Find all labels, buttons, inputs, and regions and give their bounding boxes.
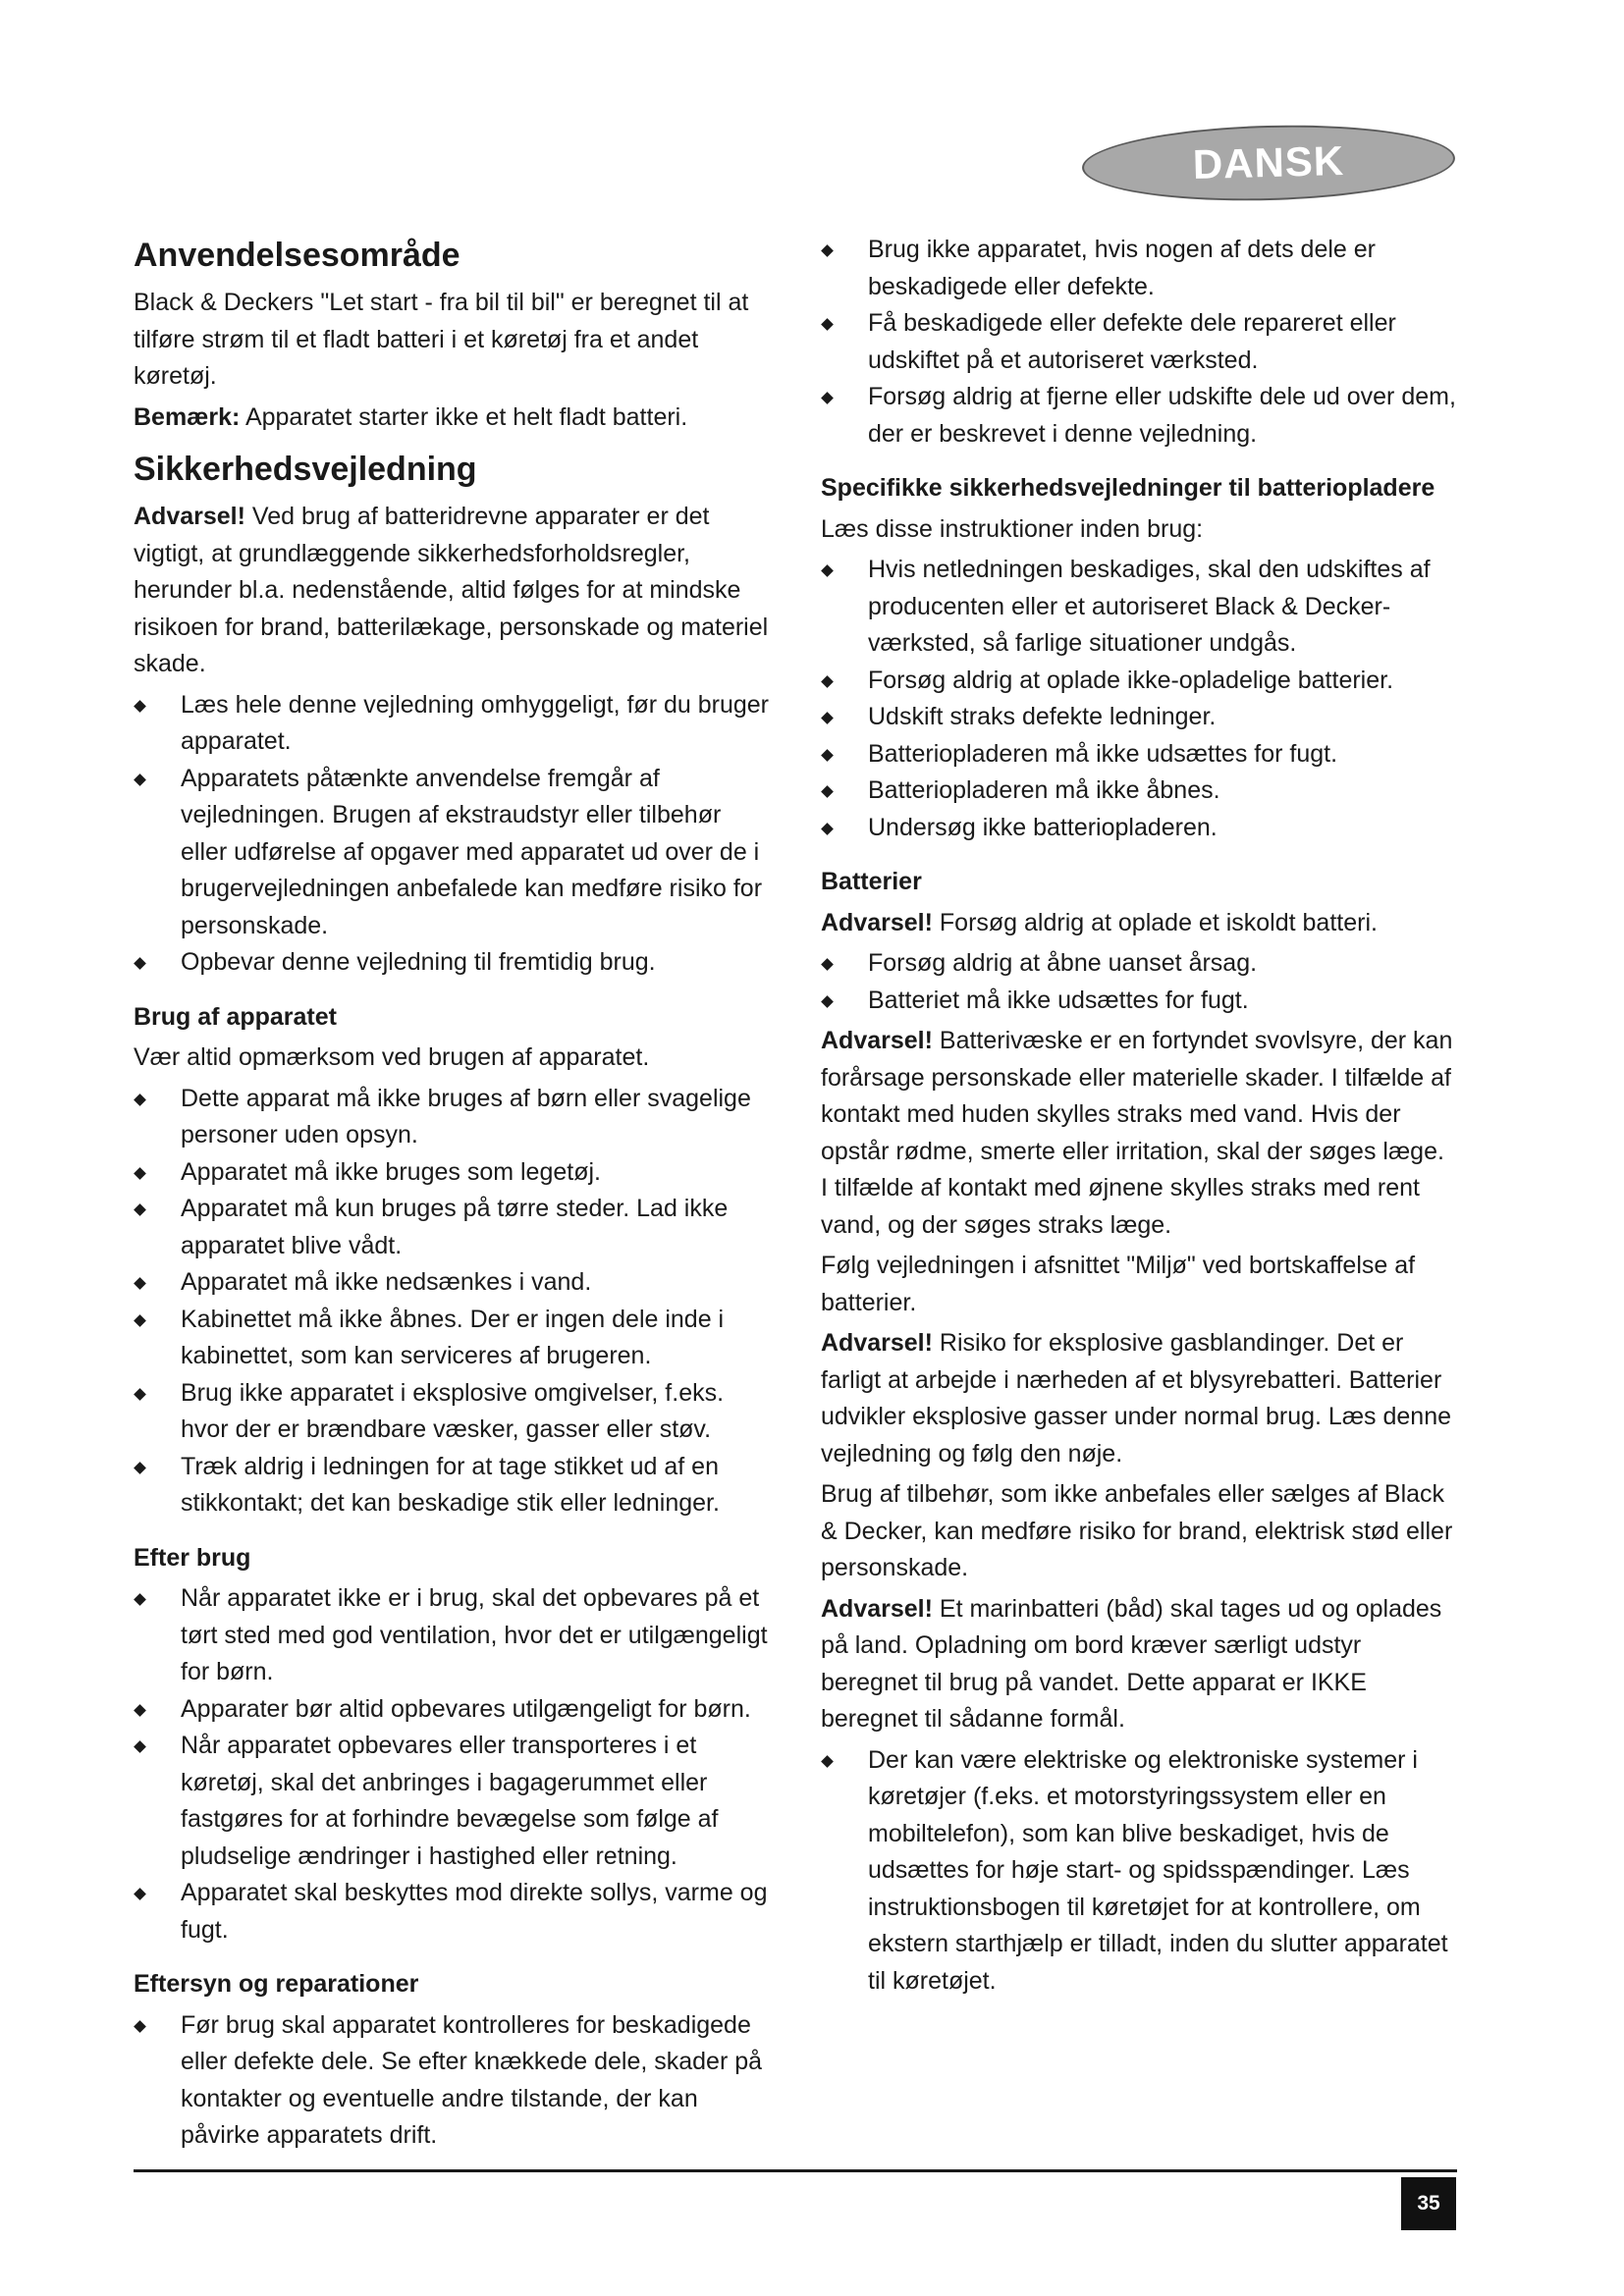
paragraph-usage-intro: Vær altid opmærksom ved brugen af apparatet. — [134, 1043, 650, 1071]
list-item: Når apparatet ikke er i brug, skal det opbevares på et tørt sted med god ventilation, hvor det er utilgængeligt for børn. — [134, 1580, 774, 1691]
list-item: Brug ikke apparatet, hvis nogen af dets dele er beskadigede eller defekte. — [821, 232, 1457, 305]
section-title-safety: Sikkerhedsvejledning — [134, 451, 477, 488]
subsection-title-usage: Brug af apparatet — [134, 1002, 337, 1031]
bullet-diamond-icon — [134, 1462, 146, 1474]
warning-text: Ved brug af batteridrevne apparater er det vigtigt, at grundlæggende sikkerhedsforholdsregler, herunder bl.a. nedenstående, altid følges for at mindske risikoen for brand, batterilækage, personskade og materiel skade. — [134, 503, 769, 677]
bullet-diamond-icon — [134, 700, 146, 713]
paragraph-note — [134, 400, 774, 437]
list-item: Batteriet må ikke udsættes for fugt. — [821, 983, 1457, 1020]
list-after-use — [134, 1580, 774, 1949]
list-item: Dette apparat må ikke bruges af børn eller svagelige personer uden opsyn. — [134, 1081, 774, 1154]
paragraph-disposal: Følg vejledningen i afsnittet "Miljø" ved bortskaffelse af batterier. — [821, 1252, 1416, 1316]
bullet-diamond-icon — [134, 1704, 146, 1717]
paragraph-safety-warning — [134, 499, 774, 683]
bullet-diamond-icon — [134, 1740, 146, 1753]
paragraph-accessories: Brug af tilbehør, som ikke anbefales eller sælges af Black & Decker, kan medføre risiko for brand, elektrisk stød eller personskade. — [821, 1480, 1453, 1581]
bullet-diamond-icon — [134, 1388, 146, 1401]
list-item: Apparatet må ikke nedsænkes i vand. — [134, 1264, 774, 1302]
bullet-diamond-icon — [134, 1593, 146, 1606]
bullet-diamond-icon — [134, 2020, 146, 2033]
list-item: Forsøg aldrig at åbne uanset årsag. — [821, 945, 1457, 983]
list-item: Forsøg aldrig at oplade ikke-opladelige batterier. — [821, 663, 1457, 700]
paragraph-warning-acid — [821, 1023, 1457, 1244]
warning-label: Advarsel! — [821, 1329, 933, 1357]
list-inspection-continued — [821, 232, 1457, 453]
list-item: Apparatet må kun bruges på tørre steder. Lad ikke apparatet blive vådt. — [134, 1191, 774, 1264]
paragraph-intended-use: Black & Deckers "Let start - fra bil til bil" er beregnet til at tilføre strøm til et fladt batteri i et køretøj fra et andet køretøj. — [134, 289, 749, 390]
list-usage — [134, 1081, 774, 1522]
bullet-diamond-icon — [134, 1203, 146, 1216]
warning-label: Advarsel! — [821, 1027, 933, 1054]
list-item: Forsøg aldrig at fjerne eller udskifte dele ud over dem, der er beskrevet i denne vejledning. — [821, 379, 1457, 453]
paragraph-warning-marine — [821, 1591, 1457, 1738]
bullet-diamond-icon — [821, 675, 834, 688]
footer-divider — [134, 2169, 1457, 2172]
paragraph-chargers-intro: Læs disse instruktioner inden brug: — [821, 514, 1204, 543]
subsection-title-chargers: Specifikke sikkerhedsvejledninger til batteriopladere — [821, 474, 1435, 502]
page-number: 35 — [1417, 2192, 1440, 2215]
warning-label: Advarsel! — [821, 908, 933, 936]
bullet-diamond-icon — [134, 1314, 146, 1327]
list-item: Kabinettet må ikke åbnes. Der er ingen dele inde i kabinettet, som kan serviceres af brugeren. — [134, 1302, 774, 1375]
subsection-title-batteries: Batterier — [821, 868, 922, 895]
bullet-diamond-icon — [821, 564, 834, 577]
bullet-diamond-icon — [821, 995, 834, 1008]
list-item: Apparater bør altid opbevares utilgængeligt for børn. — [134, 1691, 774, 1729]
warning-text: Batterivæske er en fortyndet svovlsyre, der kan forårsage personskade eller materielle skader. I tilfælde af kontakt med huden skylles straks med vand. Hvis der opstår rødme, smerte eller irritation, skal der søges læge. I tilfælde af kontakt med øjnene skylles straks med rent vand, og der søges straks læge. — [821, 1027, 1453, 1239]
bullet-diamond-icon — [821, 749, 834, 762]
list-chargers — [821, 552, 1457, 846]
list-item: Hvis netledningen beskadiges, skal den udskiftes af producenten eller et autoriseret Black & Decker-værksted, så farlige situationer undgås. — [821, 552, 1457, 663]
list-item: Få beskadigede eller defekte dele repareret eller udskiftet på et autoriseret værksted. — [821, 305, 1457, 379]
list-item: Apparatets påtænkte anvendelse fremgår af vejledningen. Brugen af ekstraudstyr eller tilbehør eller udførelse af opgaver med apparatet ud over de i brugervejledningen anbefalede kan medføre risiko for personskade. — [134, 761, 774, 945]
bullet-diamond-icon — [821, 318, 834, 331]
bullet-diamond-icon — [134, 1277, 146, 1290]
bullet-diamond-icon — [821, 785, 834, 798]
list-item: Opbevar denne vejledning til fremtidig brug. — [134, 944, 774, 982]
warning-label: Advarsel! — [134, 503, 245, 530]
warning-label: Advarsel! — [821, 1594, 933, 1623]
bullet-diamond-icon — [821, 244, 834, 257]
list-item: Batteriopladeren må ikke åbnes. — [821, 773, 1457, 810]
note-label: Bemærk: — [134, 402, 241, 431]
list-safety — [134, 687, 774, 982]
page-number-box — [1401, 2177, 1456, 2230]
warning-text: Risiko for eksplosive gasblandinger. Det er farligt at arbejde i nærheden af et blysyrebatteri. Batterier udvikler eksplosive gasser under normal brug. Læs denne vejledning og følg den nøje. — [821, 1329, 1452, 1468]
bullet-diamond-icon — [134, 1167, 146, 1180]
list-item: Apparatet skal beskyttes mod direkte sollys, varme og fugt. — [134, 1875, 774, 1949]
subsection-title-inspection: Eftersyn og reparationer — [134, 1970, 419, 1998]
bullet-diamond-icon — [821, 1755, 834, 1768]
bullet-diamond-icon — [134, 1888, 146, 1900]
list-inspection — [134, 2007, 774, 2155]
list-item: Når apparatet opbevares eller transporteres i et køretøj, skal det anbringes i bagagerummet eller fastgøres for at forhindre bevægelse som følge af pludselige ændringer i hastighed eller retning. — [134, 1728, 774, 1875]
bullet-diamond-icon — [134, 774, 146, 786]
bullet-diamond-icon — [821, 392, 834, 404]
paragraph-warning-cold — [821, 905, 1457, 942]
list-item: Der kan være elektriske og elektroniske systemer i køretøjer (f.eks. et motorstyringssystem eller en mobiltelefon), som kan blive beskadiget, hvis de udsættes for høje start- og spidsspændinger. Læs instruktionsbogen til køretøjet for at kontrollere, om ekstern starthjælp er tilladt, inden du slutter apparatet til køretøjet. — [821, 1742, 1457, 2001]
right-column — [821, 232, 1457, 2003]
left-column — [134, 222, 774, 2159]
bullet-diamond-icon — [821, 958, 834, 971]
bullet-diamond-icon — [134, 957, 146, 970]
list-item: Undersøg ikke batteriopladeren. — [821, 810, 1457, 847]
note-text: Apparatet starter ikke et helt fladt batteri. — [240, 402, 688, 431]
list-item: Udskift straks defekte ledninger. — [821, 699, 1457, 736]
subsection-title-after-use: Efter brug — [134, 1543, 251, 1572]
list-batteries — [821, 945, 1457, 1019]
bullet-diamond-icon — [134, 1094, 146, 1106]
language-badge — [1081, 121, 1456, 205]
paragraph-warning-explosive — [821, 1325, 1457, 1472]
list-item: Apparatet må ikke bruges som legetøj. — [134, 1154, 774, 1192]
list-item: Brug ikke apparatet i eksplosive omgivelser, f.eks. hvor der er brændbare væsker, gasser eller støv. — [134, 1375, 774, 1449]
list-vehicle-systems — [821, 1742, 1457, 2001]
list-item: Træk aldrig i ledningen for at tage stikket ud af en stikkontakt; det kan beskadige stik eller ledninger. — [134, 1449, 774, 1522]
list-item: Batteriopladeren må ikke udsættes for fugt. — [821, 736, 1457, 774]
section-title-use: Anvendelsesområde — [134, 237, 460, 274]
warning-text: Forsøg aldrig at oplade et iskoldt batteri. — [932, 908, 1378, 936]
language-label: DANSK — [1192, 136, 1345, 188]
list-item: Læs hele denne vejledning omhyggeligt, før du bruger apparatet. — [134, 687, 774, 761]
warning-text: Et marinbatteri (båd) skal tages ud og oplades på land. Opladning om bord kræver særligt udstyr beregnet til brug på vandet. Dette apparat er IKKE beregnet til sådanne formål. — [821, 1594, 1442, 1733]
bullet-diamond-icon — [821, 712, 834, 724]
bullet-diamond-icon — [821, 823, 834, 835]
list-item: Før brug skal apparatet kontrolleres for beskadigede eller defekte dele. Se efter knækkede dele, skader på kontakter og eventuelle andre tilstande, der kan påvirke apparatets drift. — [134, 2007, 774, 2155]
